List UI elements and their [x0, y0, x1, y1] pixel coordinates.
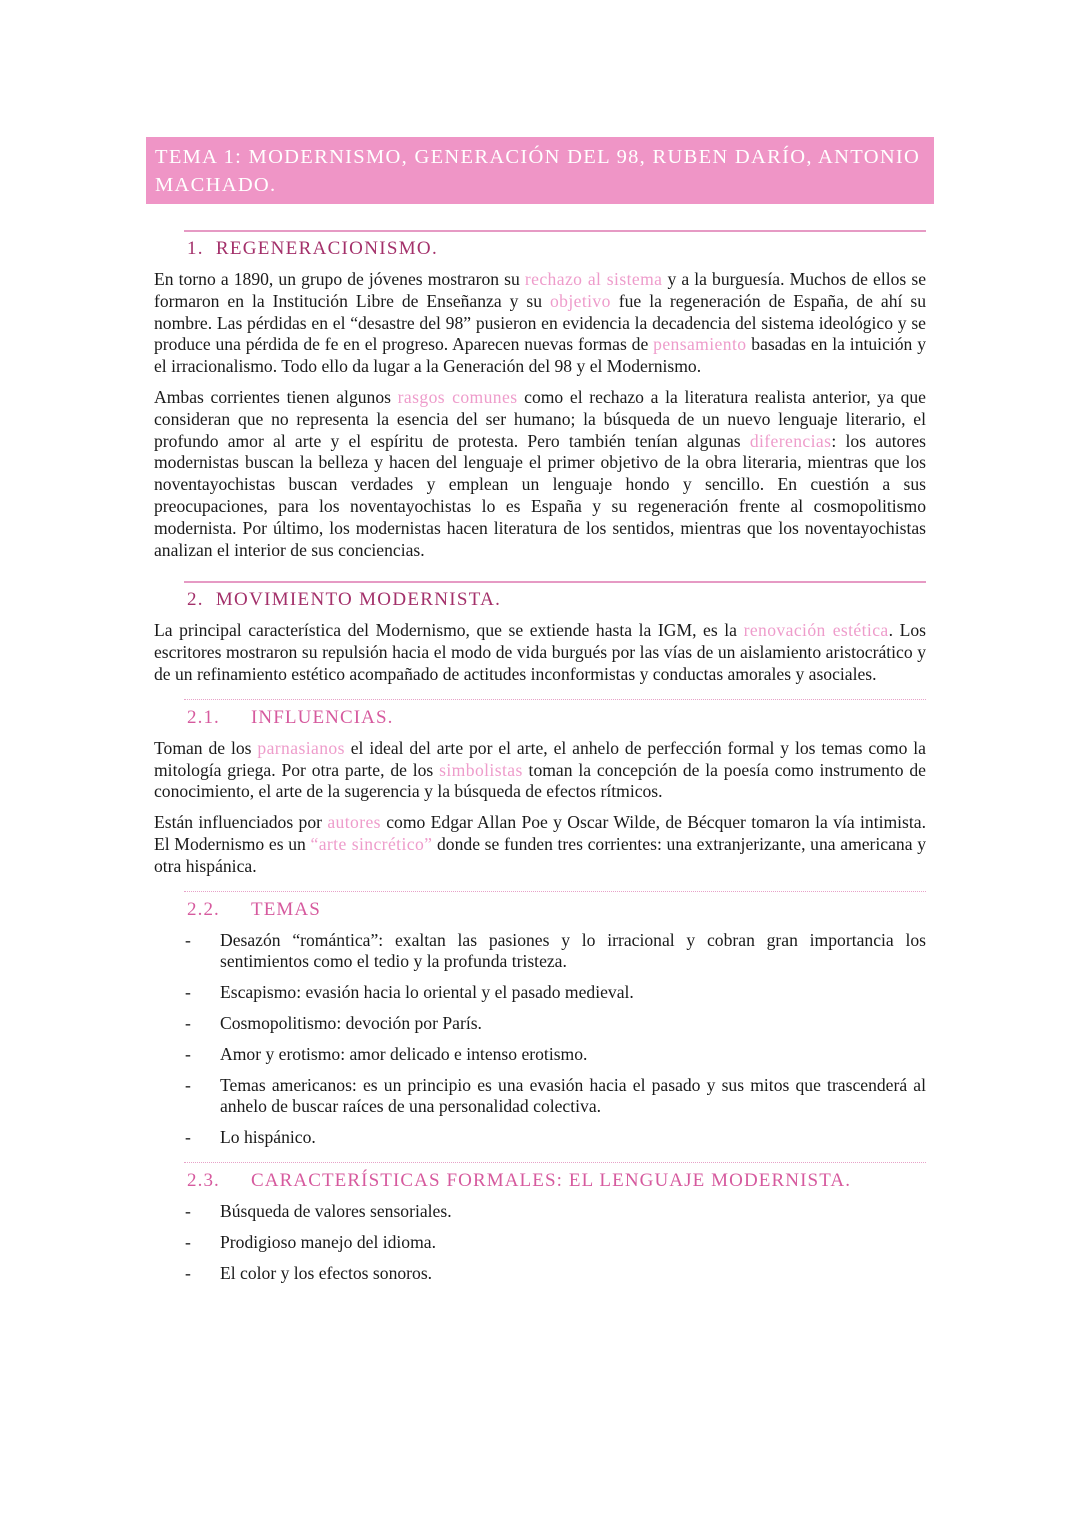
text-run: basadas en la intuición y el irracionalismo. Todo ello da lugar a la Generación del 98 y el Modernismo.: [154, 334, 926, 377]
list-item-text: Cosmopolitismo: devoción por París.: [220, 1012, 482, 1033]
list-item-text: Prodigioso manejo del idioma.: [220, 1231, 436, 1252]
highlighted-term: pensamiento: [653, 334, 747, 355]
subsection-heading: [184, 1162, 926, 1193]
list-item-text: Desazón “romántica”: exaltan las pasiones y lo irracional y cobran gran importancia los sentimientos como el tedio y la profunda tristeza.: [220, 929, 926, 972]
list-item-text: Lo hispánico.: [220, 1127, 316, 1148]
text-run: . Los escritores mostraron su repulsión hacia el modo de vida burgués por las vías de un aislamiento aristocrático y de un refinamiento estético acompañado de actitudes inconformistas y conductas amorales y asociales.: [154, 620, 926, 684]
document-title: TEMA 1: MODERNISMO, GENERACIÓN DEL 98, RUBEN DARÍO, ANTONIO MACHADO.: [146, 137, 934, 204]
subsection-heading: [184, 699, 926, 730]
section: [154, 1162, 926, 1284]
text-run: como Edgar Allan Poe y Oscar Wilde, de Bécquer tomaron la vía intimista. El Modernismo es un: [154, 812, 926, 854]
bullet-list: [154, 1201, 926, 1284]
bullet-dash: -: [185, 1074, 191, 1095]
section-title: CARACTERÍSTICAS FORMALES: EL LENGUAJE MODERNISTA.: [251, 1169, 852, 1191]
bullet-dash: -: [185, 1012, 191, 1033]
section-number: 2.3.: [187, 1169, 220, 1191]
text-run: Ambas corrientes tienen algunos: [154, 386, 398, 407]
paragraph: [154, 812, 926, 877]
bullet-dash: -: [185, 1043, 191, 1064]
bullet-dash: -: [185, 982, 191, 1003]
text-run: fue la regeneración de España, de ahí su nombre. Las pérdidas en el “desastre del 98” pusieron en evidencia la decadencia del sistema ideológico y se produce una pérdida de fe en el progreso. Aparecen nuevas formas de: [154, 290, 926, 355]
section-heading: [184, 581, 926, 612]
list-item: [154, 1075, 926, 1119]
section-title: REGENERACIONISMO.: [215, 238, 438, 259]
section-number: 1.: [187, 238, 204, 259]
list-item-text: Temas americanos: es un principio es una evasión hacia el pasado y sus mitos que trascenderá al anhelo de buscar raíces de una personalidad colectiva.: [220, 1074, 926, 1117]
paragraph: [154, 738, 926, 803]
text-run: y a la burguesía. Muchos de ellos se formaron en la Institución Libre de Enseñanza y su: [154, 269, 927, 311]
section-number: 2.2.: [187, 898, 220, 920]
text-run: como el rechazo a la literatura realista anterior, ya que consideran que no representa la esencia del ser humano; la búsqueda de un nuevo lenguaje literario, el profundo amor al arte y el espíritu de protesta. Pero también tenían algunas: [154, 386, 926, 451]
highlighted-term: simbolistas: [439, 759, 523, 780]
list-item: [154, 1263, 926, 1285]
text-run: el ideal del arte por el arte, el anhelo de perfección formal y los temas como la mitología griega. Por otra parte, de los: [154, 737, 926, 780]
text-run: toman la concepción de la poesía como instrumento de conocimiento, el arte de la sugerencia y la búsqueda de efectos rítmicos.: [154, 759, 926, 802]
highlighted-term: “arte sincrético”: [310, 833, 433, 854]
list-item: [154, 930, 926, 974]
list-item-text: El color y los efectos sonoros.: [220, 1262, 433, 1283]
bullet-dash: -: [185, 1200, 191, 1221]
bullet-dash: -: [185, 1127, 191, 1148]
list-item: [154, 1201, 926, 1223]
section: [154, 581, 926, 685]
paragraph: [154, 620, 926, 685]
text-run: La principal característica del Modernismo, que se extiende hasta la IGM, es la: [154, 620, 744, 641]
highlighted-term: renovación estética: [743, 620, 889, 641]
list-item: [154, 1232, 926, 1254]
list-item-text: Búsqueda de valores sensoriales.: [220, 1200, 452, 1221]
section-title: MOVIMIENTO MODERNISTA.: [215, 589, 502, 611]
text-run: donde se funden tres corrientes: una extranjerizante, una americana y otra hispánica.: [154, 833, 926, 876]
list-item: [154, 1044, 926, 1066]
bullet-list: [154, 930, 926, 1149]
list-item: [154, 1013, 926, 1035]
highlighted-term: rechazo al sistema: [524, 269, 663, 289]
text-run: Están influenciados por: [154, 812, 328, 833]
list-item-text: Amor y erotismo: amor delicado e intenso erotismo.: [220, 1043, 588, 1064]
bullet-dash: -: [185, 1262, 191, 1283]
highlighted-term: objetivo: [549, 290, 611, 311]
section-heading: [184, 230, 926, 261]
highlighted-term: diferencias: [749, 430, 832, 451]
paragraph: [154, 387, 926, 561]
subsection-heading: [184, 891, 926, 922]
highlighted-term: autores: [327, 812, 381, 833]
document-body: [154, 230, 926, 1293]
section-number: 2.1.: [187, 706, 220, 728]
bullet-dash: -: [185, 1231, 191, 1252]
list-item: [154, 1127, 926, 1149]
section: [154, 230, 926, 561]
list-item: [154, 982, 926, 1004]
section-number: 2.: [187, 589, 204, 611]
highlighted-term: rasgos comunes: [397, 386, 518, 407]
text-run: Toman de los: [154, 737, 258, 758]
list-item-text: Escapismo: evasión hacia lo oriental y el pasado medieval.: [220, 982, 634, 1003]
bullet-dash: -: [185, 929, 191, 950]
section-title: TEMAS: [251, 898, 321, 920]
highlighted-term: parnasianos: [257, 737, 345, 758]
text-run: : los autores modernistas buscan la belleza y hacen del lenguaje el primer objetivo de la obra literaria, mientras que los noventayochistas buscan verdades y emplean un lenguaje hondo y sencillo. En cuestión a sus preocupaciones, para los noventayochistas lo es España y su regeneración frente al cosmopolitismo modernista. Por último, los modernistas hacen literatura de los sentidos, mientras que los noventayochistas analizan el interior de sus conciencias.: [154, 430, 926, 560]
section: [154, 699, 926, 878]
section-title: INFLUENCIAS.: [251, 706, 394, 728]
paragraph: [154, 269, 926, 378]
text-run: En torno a 1890, un grupo de jóvenes mostraron su: [154, 269, 525, 289]
section: [154, 891, 926, 1149]
